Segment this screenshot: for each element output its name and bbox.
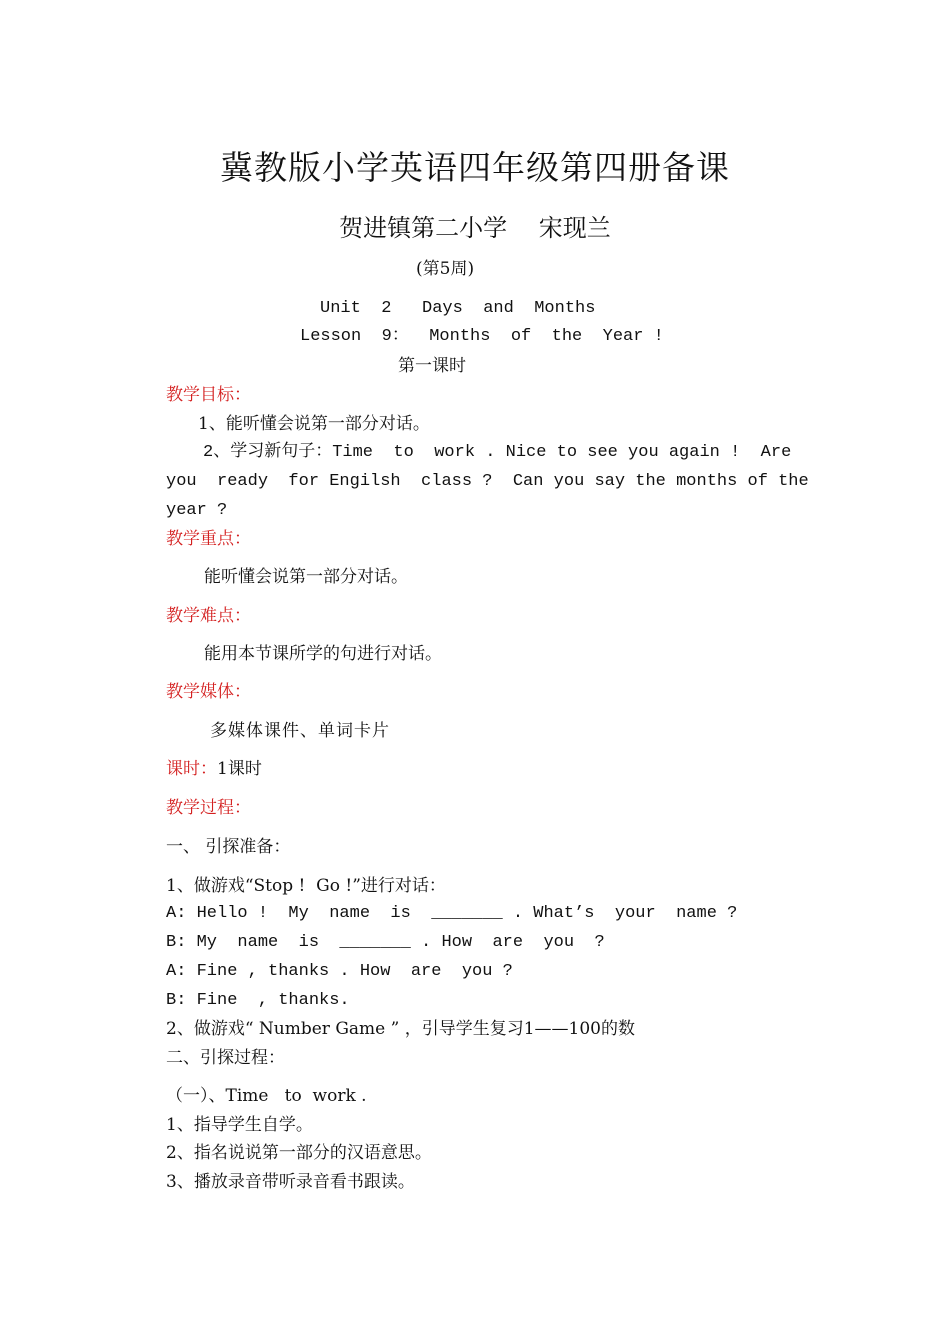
goals-heading: 教学目标： <box>166 385 251 405</box>
unit-title: Unit 2 Days and Months <box>320 299 596 318</box>
section-heading: 二、引探过程： <box>166 1048 285 1068</box>
step-item: 3、播放录音带听录音看书跟读。 <box>166 1172 415 1192</box>
game-instruction: 2、做游戏“ Number Game ” ，引导学生复习1——100的数 <box>166 1019 635 1039</box>
hours-content: 1课时 <box>217 759 262 779</box>
week-label: (第5周) <box>416 259 475 279</box>
dialog-line: A: Fine , thanks . How are you ? <box>166 962 513 981</box>
step-item: 1、指导学生自学。 <box>166 1115 313 1135</box>
media-content: 多媒体课件、单词卡片 <box>210 721 390 741</box>
section-heading: 一、 引探准备： <box>166 837 291 857</box>
hours-heading: 课时： <box>166 759 217 779</box>
difficulties-content: 能用本节课所学的句进行对话。 <box>204 644 442 664</box>
document-title: 冀教版小学英语四年级第四册备课 <box>220 148 730 187</box>
part-title: （一）、Time to work . <box>166 1086 367 1106</box>
difficulties-heading: 教学难点： <box>166 606 251 626</box>
goal-item-2-cont: you ready for Engilsh class ? Can you say the months of the <box>166 472 809 491</box>
key-points-content: 能听懂会说第一部分对话。 <box>204 567 408 587</box>
step-item: 2、指名说说第一部分的汉语意思。 <box>166 1143 432 1163</box>
goal-item-1: 1、能听懂会说第一部分对话。 <box>198 414 430 434</box>
lesson-title: Lesson 9： Months of the Year ! <box>300 327 664 346</box>
key-points-heading: 教学重点： <box>166 529 251 549</box>
dialog-line: B: My name is _______ . How are you ? <box>166 933 605 952</box>
media-heading: 教学媒体： <box>166 682 251 702</box>
goal-item-2-cont: year ? <box>166 501 228 520</box>
game-instruction: 1、做游戏“Stop ! Go !”进行对话： <box>166 876 446 896</box>
dialog-line: B: Fine , thanks. <box>166 991 350 1010</box>
goal-item-2: 2、学习新句子：Time to work . Nice to see you again ! Are <box>203 443 792 462</box>
author-line: 贺进镇第二小学 宋现兰 <box>339 214 611 242</box>
dialog-line: A: Hello ! My name is _______ . What’s your name ? <box>166 904 738 923</box>
period-label: 第一课时 <box>398 356 466 376</box>
process-heading: 教学过程： <box>166 798 251 818</box>
hours-line <box>166 758 262 780</box>
